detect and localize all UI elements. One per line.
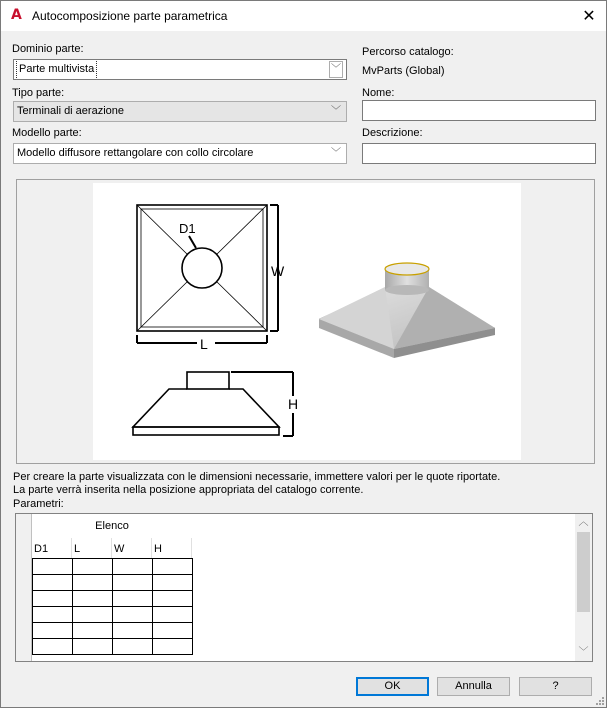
scroll-down-icon[interactable]: ﹀	[578, 647, 589, 658]
grid-cell[interactable]	[33, 575, 73, 591]
title-bar[interactable]	[1, 1, 606, 31]
grid-cell[interactable]	[33, 591, 73, 607]
domain-label: Dominio parte:	[12, 43, 84, 55]
grid-cell[interactable]	[33, 623, 73, 639]
table-row[interactable]	[33, 639, 193, 655]
type-value: Terminali di aerazione	[17, 105, 124, 117]
front-view	[133, 372, 293, 436]
params-grid[interactable]	[15, 513, 593, 662]
column-header-d1[interactable]: D1	[34, 543, 49, 555]
grid-cell[interactable]	[113, 623, 153, 639]
grid-cell[interactable]	[153, 559, 193, 575]
params-label: Parametri:	[13, 498, 64, 510]
catalog-path-label: Percorso catalogo:	[362, 46, 454, 58]
grid-group-header: Elenco	[95, 520, 129, 532]
description-input[interactable]	[362, 143, 596, 164]
cancel-button[interactable]: Annulla	[437, 677, 510, 696]
type-label: Tipo parte:	[12, 87, 65, 99]
grid-cell[interactable]	[33, 607, 73, 623]
table-row[interactable]	[33, 559, 193, 575]
catalog-path-value: MvParts (Global)	[362, 65, 445, 77]
chevron-down-icon[interactable]: ﹀	[331, 148, 341, 159]
grid-cell[interactable]	[113, 575, 153, 591]
grid-cell[interactable]	[153, 639, 193, 655]
dim-w-label: W	[271, 263, 285, 279]
grid-header	[32, 514, 192, 558]
close-icon[interactable]: ✕	[582, 6, 596, 25]
grid-cell[interactable]	[113, 639, 153, 655]
dim-l-label: L	[200, 336, 208, 352]
grid-cell[interactable]	[73, 623, 113, 639]
grid-cell[interactable]	[113, 559, 153, 575]
grid-body	[32, 558, 193, 655]
part-preview-image	[93, 183, 521, 460]
grid-cell[interactable]	[73, 591, 113, 607]
grid-cell[interactable]	[153, 623, 193, 639]
grid-cell[interactable]	[113, 607, 153, 623]
grid-cell[interactable]	[73, 607, 113, 623]
resize-grip-icon[interactable]	[594, 695, 604, 705]
info-line-1: Per creare la parte visualizzata con le dimensioni necessarie, immettere valori per le quote riportate.	[13, 471, 501, 483]
chevron-down-icon[interactable]: ﹀	[331, 106, 341, 117]
grid-cell[interactable]	[33, 559, 73, 575]
grid-cell[interactable]	[73, 559, 113, 575]
column-header-l[interactable]: L	[74, 543, 81, 555]
column-header-w[interactable]: W	[114, 543, 125, 555]
scroll-up-icon[interactable]: ︿	[578, 517, 589, 528]
grid-cell[interactable]	[153, 575, 193, 591]
grid-cell[interactable]	[153, 591, 193, 607]
window-title: Autocomposizione parte parametrica	[32, 9, 228, 23]
table-row[interactable]	[33, 575, 193, 591]
model-value: Modello diffusore rettangolare con collo circolare	[17, 147, 254, 159]
dim-h-label: H	[288, 396, 299, 412]
vertical-scrollbar[interactable]	[575, 514, 592, 661]
part-preview-drawing	[93, 183, 521, 460]
autocad-a-icon: A	[11, 7, 22, 23]
model-select[interactable]	[13, 143, 347, 164]
row-header-column	[16, 514, 32, 661]
iso-view	[319, 263, 495, 358]
chevron-down-icon[interactable]: ﹀	[329, 61, 343, 78]
type-select[interactable]	[13, 101, 347, 122]
table-row[interactable]	[33, 607, 193, 623]
table-row[interactable]	[33, 591, 193, 607]
grid-cell[interactable]	[153, 607, 193, 623]
grid-cell[interactable]	[73, 575, 113, 591]
grid-cell[interactable]	[113, 591, 153, 607]
ok-button[interactable]: OK	[356, 677, 429, 696]
domain-value: Parte multivista	[17, 60, 96, 79]
domain-select[interactable]	[13, 59, 347, 80]
name-label: Nome:	[362, 87, 395, 99]
dim-d1-label: D1	[179, 221, 196, 236]
model-label: Modello parte:	[12, 127, 82, 139]
scrollbar-thumb[interactable]	[577, 532, 590, 612]
description-label: Descrizione:	[362, 127, 423, 139]
column-header-h[interactable]: H	[154, 543, 162, 555]
info-line-2: La parte verrà inserita nella posizione appropriata del catalogo corrente.	[13, 484, 364, 496]
grid-cell[interactable]	[73, 639, 113, 655]
name-input[interactable]	[362, 100, 596, 121]
help-button[interactable]: ?	[519, 677, 592, 696]
table-row[interactable]	[33, 623, 193, 639]
top-view	[137, 205, 278, 343]
grid-cell[interactable]	[33, 639, 73, 655]
